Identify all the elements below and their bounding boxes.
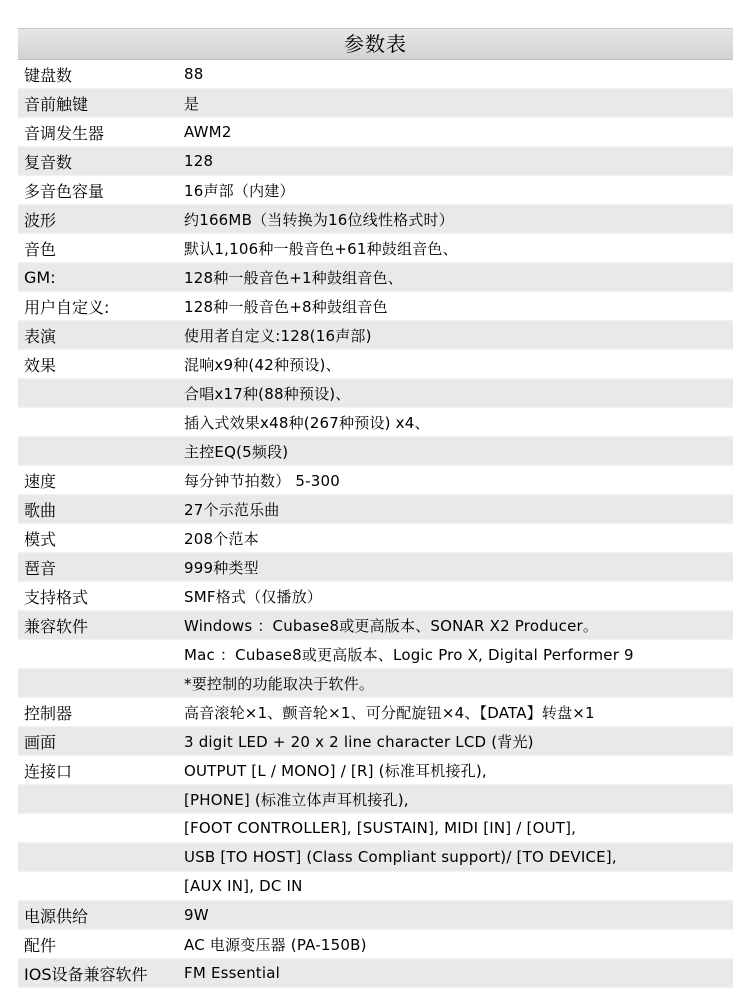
- row-value: 3 digit LED + 20 x 2 line character LCD (背光): [184, 732, 534, 751]
- row-value: 每分钟节拍数） 5-300: [184, 471, 340, 490]
- table-row: [18, 611, 733, 640]
- row-label: 电源供给: [24, 906, 89, 926]
- table-row: [18, 263, 733, 292]
- row-value: 使用者自定义:128(16声部): [184, 326, 372, 345]
- row-value: [PHONE] (标准立体声耳机接孔),: [184, 790, 409, 809]
- row-label: 多音色容量: [24, 181, 105, 201]
- row-label: 配件: [24, 935, 57, 955]
- row-value: USB [TO HOST] (Class Compliant support)/ [TO DEVICE],: [184, 848, 617, 866]
- row-value: 插入式效果x48种(267种预设) x4、: [184, 413, 430, 432]
- row-value: 128种一般音色+1种鼓组音色、: [184, 268, 403, 287]
- row-label: 用户自定义:: [24, 297, 110, 317]
- table-row: [18, 843, 733, 872]
- row-label: 波形: [24, 210, 57, 230]
- table-row: [18, 292, 733, 321]
- row-value: 88: [184, 65, 204, 83]
- table-row: [18, 930, 733, 959]
- row-label: 琶音: [24, 558, 57, 578]
- row-value: 999种类型: [184, 558, 259, 577]
- table-row: [18, 147, 733, 176]
- row-value: 208个范本: [184, 529, 259, 548]
- table-row: [18, 872, 733, 901]
- table-row: [18, 321, 733, 350]
- row-value: 默认1,106种一般音色+61种鼓组音色、: [184, 239, 458, 258]
- row-label: 支持格式: [24, 587, 89, 607]
- table-row: [18, 350, 733, 379]
- row-value: 是: [184, 94, 200, 113]
- table-row: [18, 669, 733, 698]
- table-row: [18, 234, 733, 263]
- row-label: 控制器: [24, 703, 73, 723]
- table-row: [18, 495, 733, 524]
- spec-sheet: [18, 28, 733, 988]
- table-row: [18, 466, 733, 495]
- table-row: [18, 727, 733, 756]
- table-row: [18, 408, 733, 437]
- table-row: [18, 756, 733, 785]
- row-value: Mac ：Cubase8或更高版本、Logic Pro X, Digital Performer 9: [184, 645, 634, 664]
- table-row: [18, 582, 733, 611]
- table-row: [18, 379, 733, 408]
- row-label: 模式: [24, 529, 57, 549]
- row-value: 128: [184, 152, 214, 170]
- row-label: 音调发生器: [24, 123, 105, 143]
- row-value: 约166MB（当转换为16位线性格式时）: [184, 210, 454, 229]
- table-row: [18, 205, 733, 234]
- table-row: [18, 785, 733, 814]
- table-title: 参数表: [18, 28, 733, 60]
- table-row: [18, 814, 733, 843]
- row-value: 27个示范乐曲: [184, 500, 280, 519]
- row-value: [FOOT CONTROLLER], [SUSTAIN], MIDI [IN] / [OUT],: [184, 819, 577, 837]
- row-label: 画面: [24, 732, 57, 752]
- row-value: OUTPUT [L / MONO] / [R] (标准耳机接孔),: [184, 761, 487, 780]
- row-label: 键盘数: [24, 65, 73, 85]
- table-row: [18, 437, 733, 466]
- row-label: 复音数: [24, 152, 73, 172]
- row-value: 混响x9种(42种预设)、: [184, 355, 341, 374]
- table-row: [18, 640, 733, 669]
- row-value: 高音滚轮×1、颤音轮×1、可分配旋钮×4、【DATA】转盘×1: [184, 703, 595, 722]
- row-value: SMF格式（仅播放）: [184, 587, 323, 606]
- row-label: 速度: [24, 471, 57, 491]
- table-row: [18, 553, 733, 582]
- spec-table: [18, 60, 733, 988]
- row-label: 连接口: [24, 761, 73, 781]
- row-label: IOS设备兼容软件: [24, 964, 148, 984]
- table-row: [18, 901, 733, 930]
- table-row: [18, 60, 733, 89]
- row-value: *要控制的功能取决于软件。: [184, 674, 375, 693]
- row-label: 效果: [24, 355, 57, 375]
- row-value: FM Essential: [184, 964, 280, 982]
- row-value: 9W: [184, 906, 209, 924]
- table-row: [18, 698, 733, 727]
- row-value: [AUX IN], DC IN: [184, 877, 303, 895]
- row-value: 16声部（内建）: [184, 181, 295, 200]
- row-value: 合唱x17种(88种预设)、: [184, 384, 351, 403]
- row-label: 兼容软件: [24, 616, 89, 636]
- row-value: AWM2: [184, 123, 232, 141]
- table-row: [18, 524, 733, 553]
- row-value: 128种一般音色+8种鼓组音色: [184, 297, 388, 316]
- row-label: 音前触键: [24, 94, 89, 114]
- row-label: 音色: [24, 239, 57, 259]
- row-label: 表演: [24, 326, 57, 346]
- table-row: [18, 118, 733, 147]
- row-label: GM:: [24, 267, 56, 287]
- table-row: [18, 89, 733, 118]
- row-value: AC 电源变压器 (PA-150B): [184, 935, 367, 954]
- row-value: 主控EQ(5频段): [184, 442, 289, 461]
- row-value: Windows ：Cubase8或更高版本、SONAR X2 Producer。: [184, 616, 599, 635]
- table-row: [18, 176, 733, 205]
- row-label: 歌曲: [24, 500, 57, 520]
